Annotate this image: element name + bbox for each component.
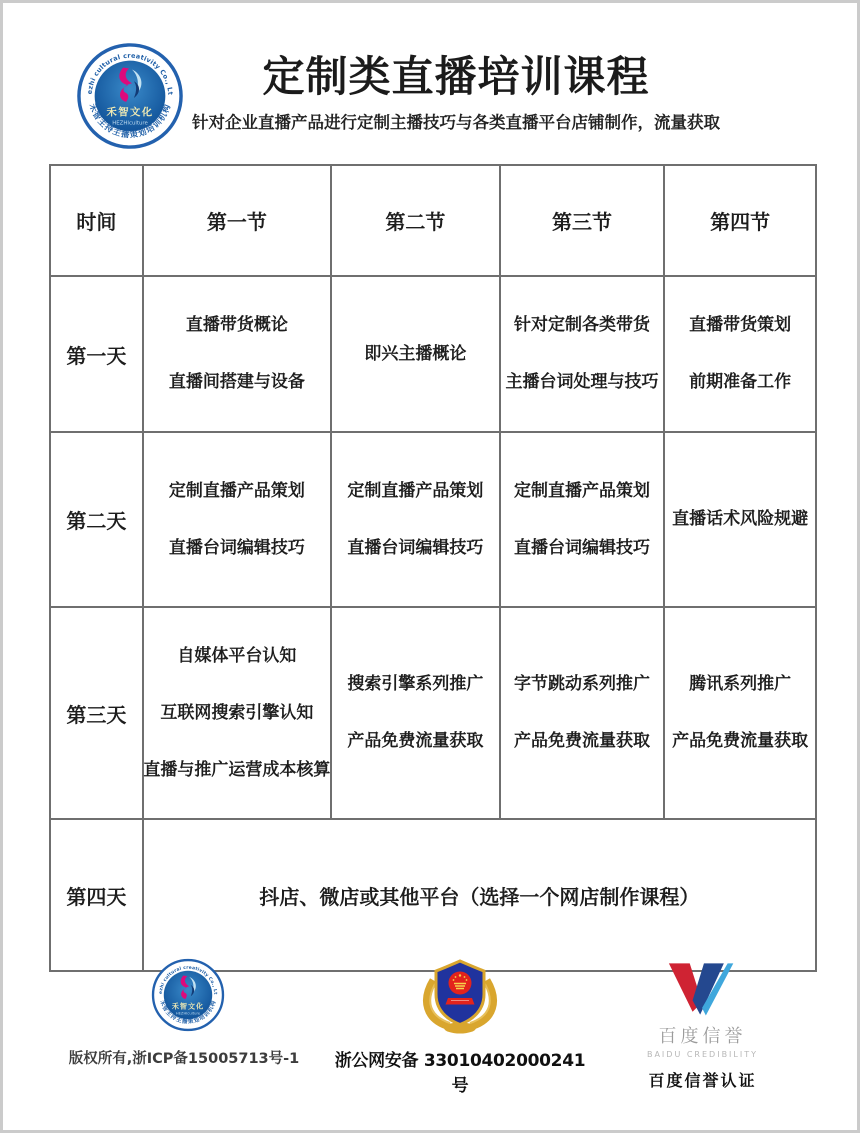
course-line: 直播台词编辑技巧	[513, 537, 650, 558]
day3-session3-cell	[500, 607, 665, 819]
day3-label: 第三天	[50, 607, 143, 819]
course-line: 腾讯系列推广	[689, 674, 792, 694]
col-header-time: 时间	[50, 165, 143, 276]
course-table	[49, 164, 817, 970]
day4-merged-cell: 抖店、微店或其他平台（选择一个网店制作课程）	[143, 819, 816, 971]
course-line: 定制直播产品策划	[347, 480, 484, 501]
page-subtitle: 针对企业直播产品进行定制主播技巧与各类直播平台店铺制作，流量获取	[192, 113, 720, 133]
table-row-day4	[50, 819, 816, 971]
course-line: 自媒体平台认知	[177, 645, 297, 666]
police-registration-text: 浙公网安备 33010402000241号	[334, 1051, 586, 1096]
col-header-session3: 第三节	[500, 165, 665, 276]
course-line: 产品免费流量获取	[347, 731, 484, 751]
col-header-session2: 第二节	[331, 165, 500, 276]
icp-copyright-text: 版权所有,浙ICP备15005713号-1	[68, 1051, 300, 1067]
baidu-cert-text: 百度信誉认证	[648, 1071, 757, 1090]
course-line: 直播与推广运营成本核算	[143, 759, 331, 780]
table-header-row	[50, 165, 816, 276]
course-line: 直播台词编辑技巧	[168, 537, 305, 558]
day1-session1-cell	[143, 276, 331, 432]
course-line: 主播台词处理与技巧	[505, 372, 659, 392]
course-line: 产品免费流量获取	[513, 731, 650, 751]
course-line: 搜索引擎系列推广	[347, 674, 484, 694]
baidu-credibility-block	[630, 960, 775, 1091]
day1-session3-cell	[500, 276, 665, 432]
day1-label: 第一天	[50, 276, 143, 432]
course-line: 互联网搜索引擎认知	[160, 702, 314, 723]
baidu-name-text: 百度信誉	[658, 1026, 747, 1047]
col-header-session1: 第一节	[143, 165, 331, 276]
day2-session4-cell	[664, 432, 816, 607]
course-line: 字节跳动系列推广	[513, 674, 650, 694]
day1-session4-cell	[664, 276, 816, 432]
police-badge-icon	[418, 956, 502, 1040]
course-line: 产品免费流量获取	[672, 731, 809, 751]
day3-session4-cell	[664, 607, 816, 819]
company-seal-logo-small	[151, 958, 225, 1032]
day1-session2-cell	[331, 276, 500, 432]
page-title: 定制类直播培训课程	[262, 52, 650, 101]
baidu-v-icon	[667, 960, 739, 1018]
course-line: 针对定制各类带货	[513, 315, 650, 335]
table-row-day1	[50, 276, 816, 432]
course-line: 直播带货概论	[185, 315, 288, 335]
course-line: 直播间搭建与设备	[168, 372, 305, 392]
course-line: 即兴主播概论	[364, 343, 467, 364]
day3-session1-cell	[143, 607, 331, 819]
table-row-day3	[50, 607, 816, 819]
day2-session3-cell	[500, 432, 665, 607]
col-header-session4: 第四节	[664, 165, 816, 276]
day4-label: 第四天	[50, 819, 143, 971]
header	[56, 54, 856, 133]
course-line: 直播话术风险规避	[672, 509, 809, 529]
course-line: 定制直播产品策划	[168, 480, 305, 501]
day2-label: 第二天	[50, 432, 143, 607]
day2-session1-cell	[143, 432, 331, 607]
day3-session2-cell	[331, 607, 500, 819]
course-line: 直播台词编辑技巧	[347, 537, 484, 558]
course-line: 直播带货策划	[689, 315, 792, 335]
course-line: 前期准备工作	[689, 372, 792, 392]
day2-session2-cell	[331, 432, 500, 607]
baidu-en-text: BAIDU CREDIBILITY	[646, 1050, 759, 1059]
table-row-day2	[50, 432, 816, 607]
course-line: 定制直播产品策划	[513, 480, 650, 501]
